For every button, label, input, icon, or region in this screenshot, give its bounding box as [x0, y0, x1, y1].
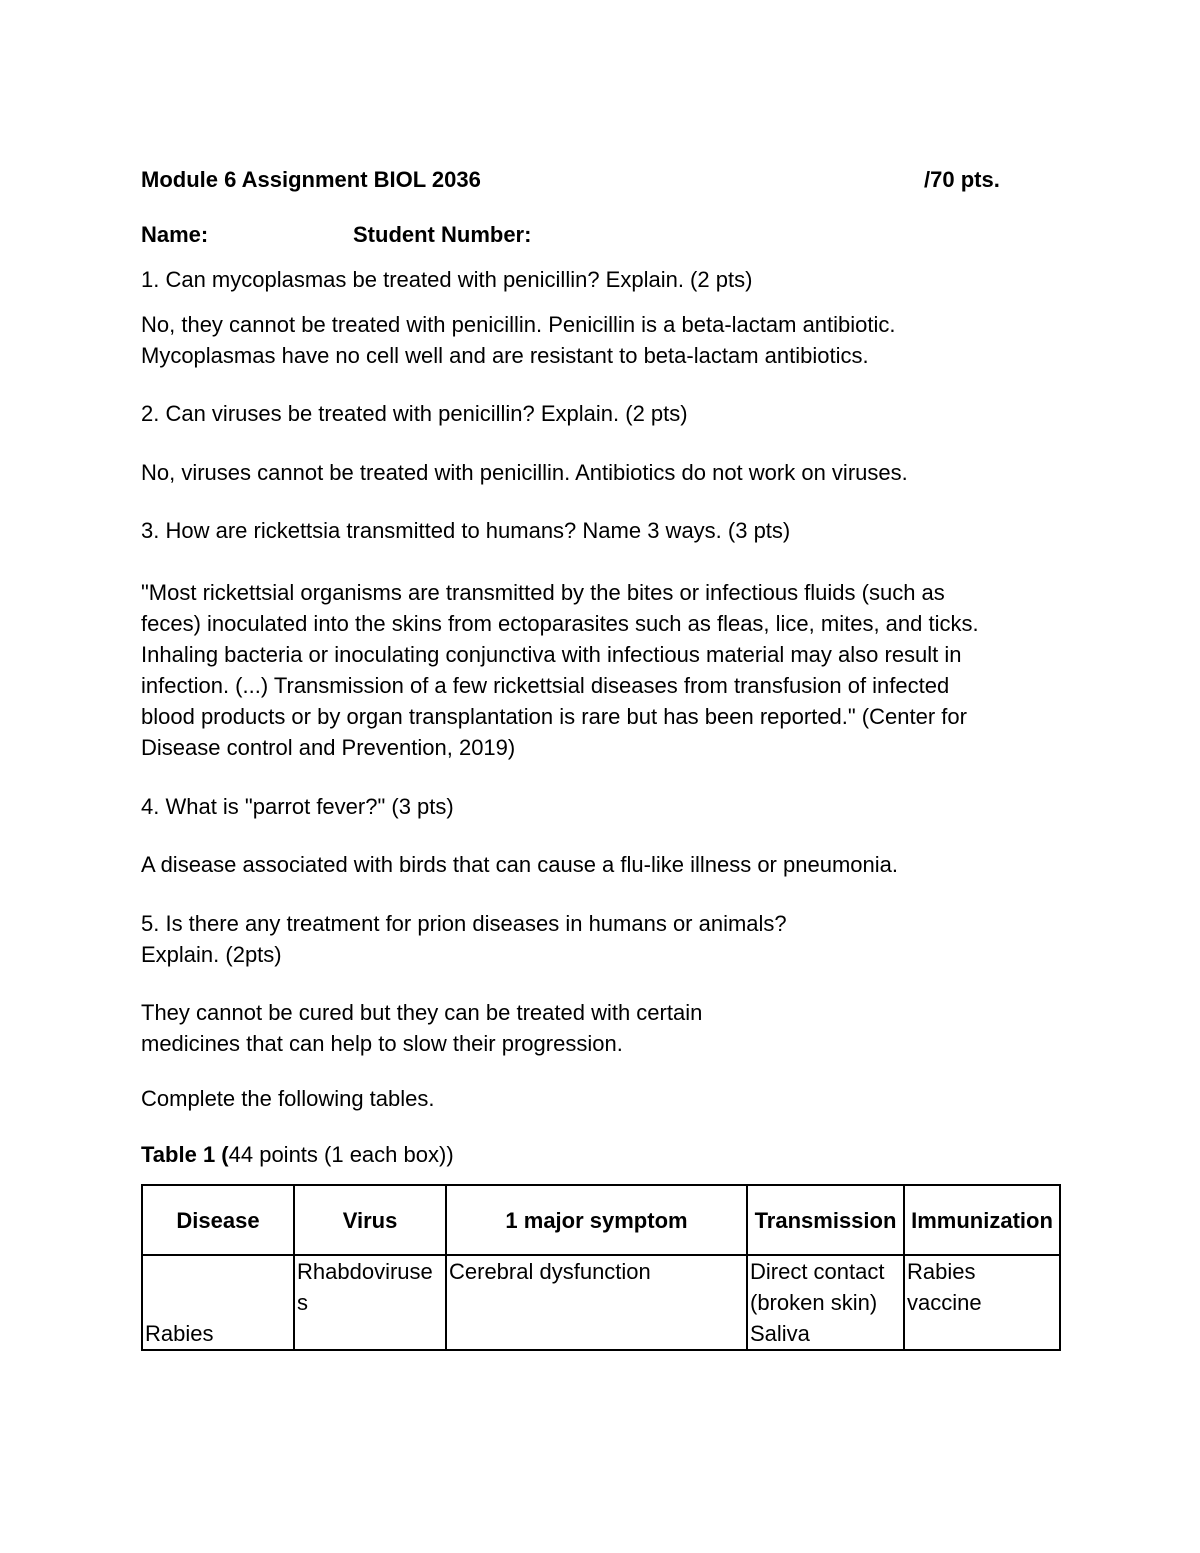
answer-4-line-1: A disease associated with birds that can cause a flu-like illness or pneumonia. [141, 852, 898, 877]
answer-5-line-1: They cannot be cured but they can be treated with certain [141, 1000, 703, 1025]
name-label: Name: [141, 222, 209, 247]
answer-1-line-2: Mycoplasmas have no cell well and are resistant to beta-lactam antibiotics. [141, 343, 869, 368]
cell-disease-text: Rabies [145, 1321, 214, 1346]
cell-immunization [904, 1255, 1060, 1350]
question-5-line-2: Explain. (2pts) [141, 942, 282, 967]
answer-3-line-1: "Most rickettsial organisms are transmitted by the bites or infectious fluids (such as [141, 580, 945, 605]
answer-3-line-6: Disease control and Prevention, 2019) [141, 735, 516, 760]
question-4: 4. What is "parrot fever?" (3 pts) [141, 794, 454, 819]
cell-virus [294, 1255, 446, 1350]
table-header-row [142, 1185, 1060, 1255]
question-1: 1. Can mycoplasmas be treated with penicillin? Explain. (2 pts) [141, 267, 753, 292]
header-disease: Disease [142, 1185, 294, 1255]
answer-3-line-2: feces) inoculated into the skins from ectoparasites such as fleas, lice, mites, and ticks. [141, 611, 979, 636]
cell-transmission [747, 1255, 904, 1350]
cell-transmission-line-1: Direct contact [750, 1259, 885, 1284]
table-1-caption-bold: Table 1 ( [141, 1142, 229, 1167]
table-1-caption [141, 1139, 454, 1170]
table-1-caption-rest: 44 points (1 each box)) [228, 1142, 454, 1167]
question-5-line-1: 5. Is there any treatment for prion diseases in humans or animals? [141, 911, 787, 936]
instructions: Complete the following tables. [141, 1086, 435, 1111]
answer-3-line-3: Inhaling bacteria or inoculating conjunctiva with infectious material may also result in [141, 642, 962, 667]
cell-symptom-text: Cerebral dysfunction [449, 1259, 651, 1284]
header-transmission: Transmission [747, 1185, 904, 1255]
table-row [142, 1255, 1060, 1350]
table-1 [141, 1184, 1061, 1351]
header-immunization: Immunization [904, 1185, 1060, 1255]
header-symptom: 1 major symptom [446, 1185, 747, 1255]
header-virus: Virus [294, 1185, 446, 1255]
answer-3-line-5: blood products or by organ transplantation is rare but has been reported." (Center for [141, 704, 967, 729]
student-number-label: Student Number: [353, 222, 532, 247]
answer-2-line-1: No, viruses cannot be treated with penicillin. Antibiotics do not work on viruses. [141, 460, 908, 485]
answer-3-line-4: infection. (...) Transmission of a few rickettsial diseases from transfusion of infected [141, 673, 950, 698]
cell-transmission-line-2: (broken skin) [750, 1290, 878, 1315]
document-title: Module 6 Assignment BIOL 2036 [141, 167, 481, 192]
cell-symptom [446, 1255, 747, 1350]
answer-5-line-2: medicines that can help to slow their progression. [141, 1031, 623, 1056]
question-3: 3. How are rickettsia transmitted to humans? Name 3 ways. (3 pts) [141, 518, 791, 543]
cell-virus-text: Rhabdoviruses [297, 1259, 433, 1315]
total-points: /70 pts. [924, 167, 1000, 192]
cell-disease [142, 1255, 294, 1350]
cell-transmission-line-3: Saliva [750, 1321, 810, 1346]
cell-immunization-line-1: Rabies [907, 1259, 976, 1284]
question-2: 2. Can viruses be treated with penicillin? Explain. (2 pts) [141, 401, 688, 426]
cell-immunization-line-2: vaccine [907, 1290, 982, 1315]
answer-1-line-1: No, they cannot be treated with penicillin. Penicillin is a beta-lactam antibiotic. [141, 312, 896, 337]
